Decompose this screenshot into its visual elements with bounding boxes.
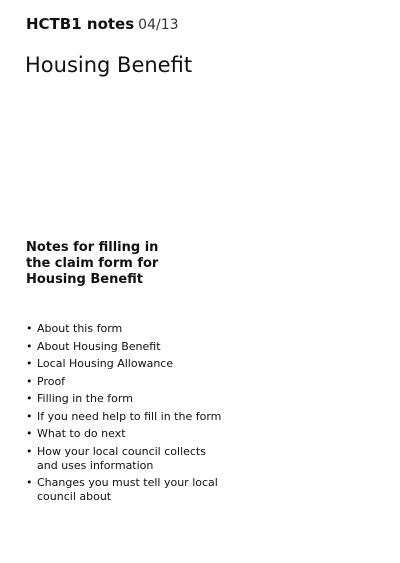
contents-item-label: Changes you must tell your local council about [37,476,218,503]
form-reference [26,14,179,35]
contents-item [26,476,226,504]
bullet-icon: • [26,374,33,388]
page-subtitle: Notes for filling in the claim form for Housing Benefit [26,240,159,287]
contents-item-label: About Housing Benefit [37,339,161,353]
bullet-icon: • [26,476,33,489]
contents-item [26,375,226,389]
contents-item [26,322,226,336]
contents-item-label: Filling in the form [37,392,133,405]
contents-item-label: How your local council collects and uses information [37,444,206,472]
bullet-icon: • [26,427,33,440]
contents-item [26,340,226,354]
form-code: HCTB1 notes [26,15,135,33]
contents-item [26,445,226,473]
contents-item [26,427,226,441]
contents-item-label: About this form [37,322,123,335]
form-date: 04/13 [138,17,179,33]
contents-list [26,322,226,508]
contents-item-label: Proof [37,374,66,388]
bullet-icon: • [26,409,33,423]
bullet-icon: • [26,322,33,335]
contents-item-label: Local Housing Allowance [37,357,174,370]
bullet-icon: • [26,392,33,405]
bullet-icon: • [26,444,33,458]
contents-item [26,357,226,371]
bullet-icon: • [26,339,33,353]
contents-item-label: If you need help to fill in the form [37,409,222,423]
page-title: Housing Benefit [25,53,193,77]
bullet-icon: • [26,357,33,370]
contents-item-label: What to do next [37,427,126,440]
contents-item [26,392,226,406]
contents-item [26,410,226,424]
